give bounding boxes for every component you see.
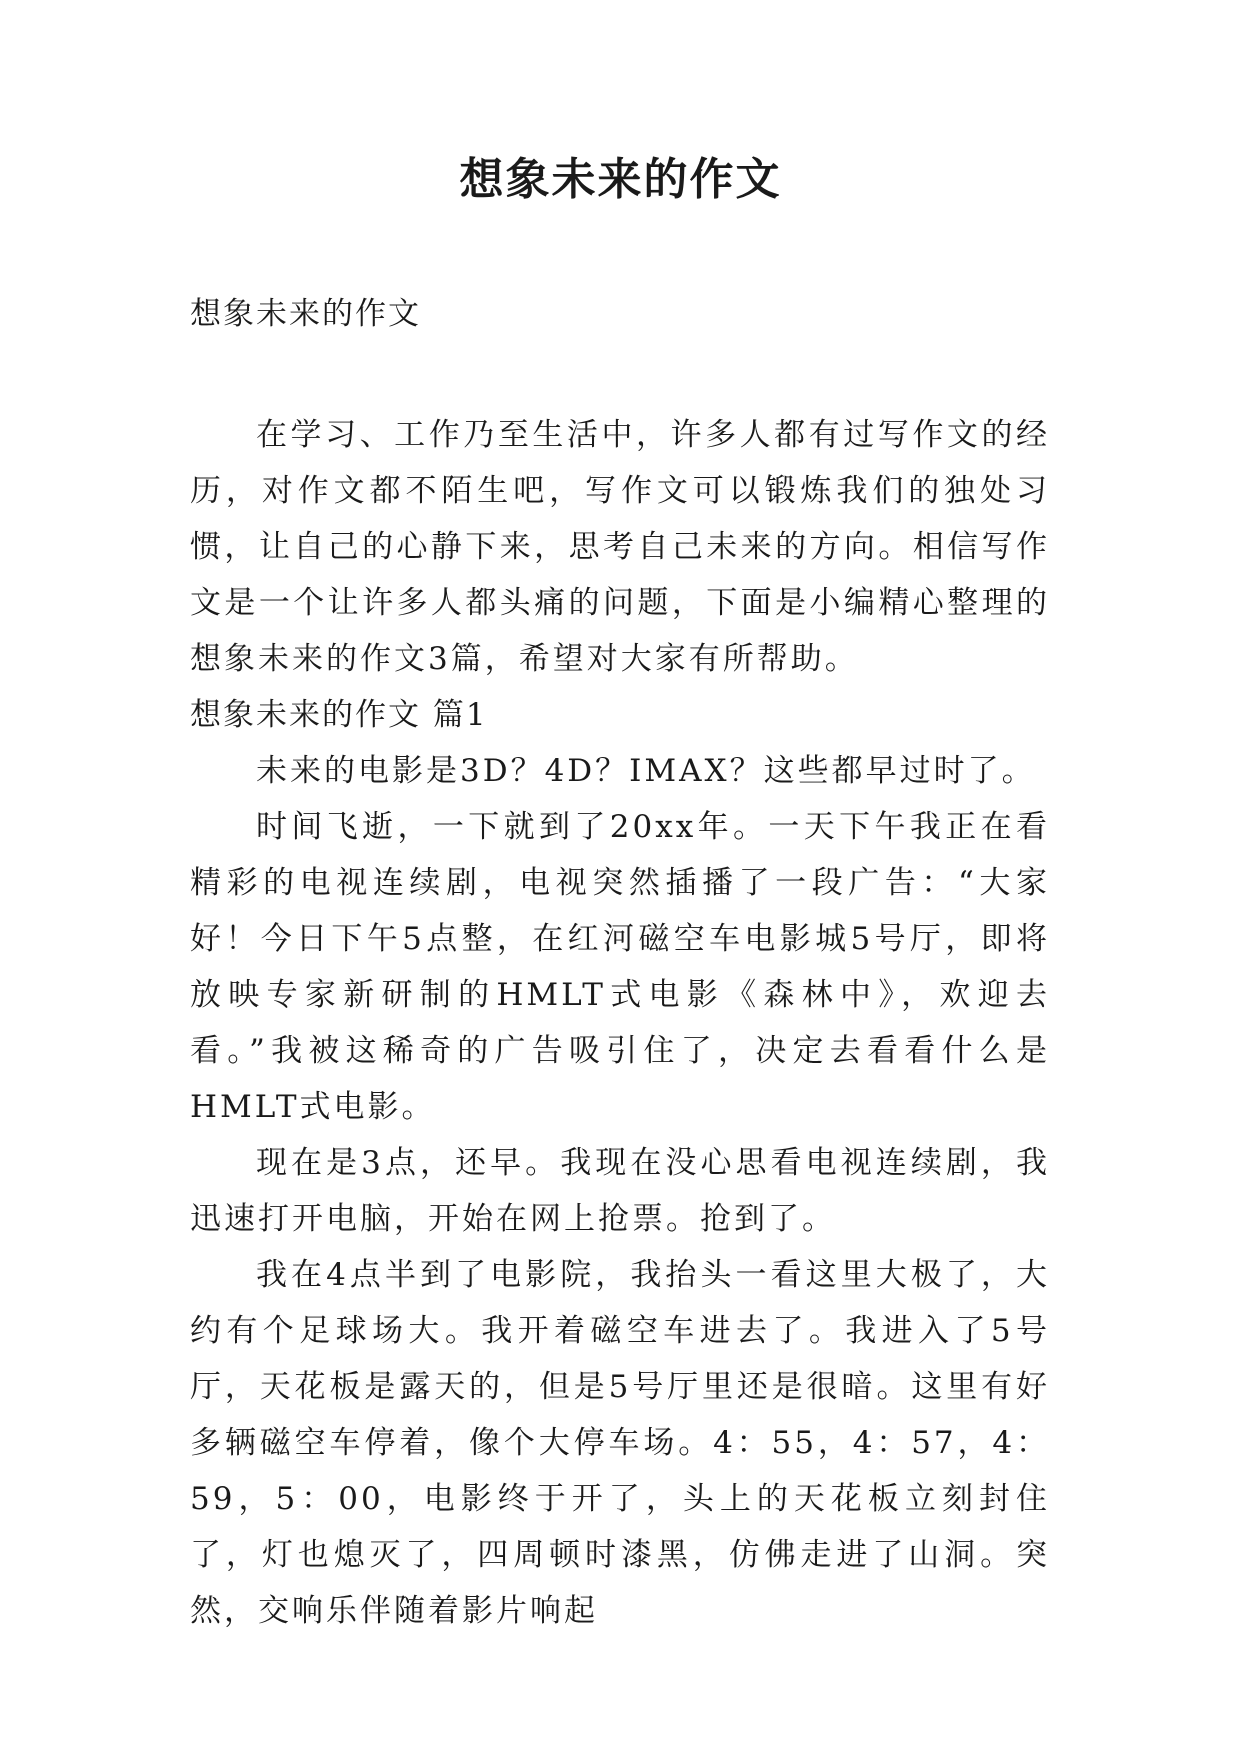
intro-paragraph: 在学习、工作乃至生活中，许多人都有过写作文的经历，对作文都不陌生吧，写作文可以锻炼我们的独处习惯，让自己的心静下来，思考自己未来的方向。相信写作文是一个让许多人都头痛的问题，下面是小编精心整理的想象未来的作文3篇，希望对大家有所帮助。 bbox=[190, 417, 1050, 677]
document-body bbox=[190, 407, 1050, 1639]
body-paragraph: 现在是3点，还早。我现在没心思看电视连续剧，我迅速打开电脑，开始在网上抢票。抢到了。 bbox=[190, 1145, 1050, 1237]
document-subtitle: 想象未来的作文 bbox=[190, 296, 421, 332]
body-paragraph: 时间飞逝，一下就到了20xx年。一天下午我正在看精彩的电视连续剧，电视突然插播了一段广告：“大家好！今日下午5点整，在红河磁空车电影城5号厅，即将放映专家新研制的HMLT式电影《森林中》，欢迎去看。”我被这稀奇的广告吸引住了，决定去看看什么是HMLT式电影。 bbox=[190, 809, 1050, 1125]
body-paragraph: 我在4点半到了电影院，我抬头一看这里大极了，大约有个足球场大。我开着磁空车进去了。我进入了5号厅，天花板是露天的，但是5号厅里还是很暗。这里有好多辆磁空车停着，像个大停车场。4：55，4：57，4：59，5：00，电影终于开了，头上的天花板立刻封住了，灯也熄灭了，四周顿时漆黑，仿佛走进了山洞。突然，交响乐伴随着影片响起 bbox=[190, 1257, 1050, 1629]
document-title: 想象未来的作文 bbox=[459, 154, 782, 205]
section-heading: 想象未来的作文 篇1 bbox=[190, 697, 488, 733]
body-paragraph: 未来的电影是3D？4D？IMAX？这些都早过时了。 bbox=[256, 753, 1036, 789]
